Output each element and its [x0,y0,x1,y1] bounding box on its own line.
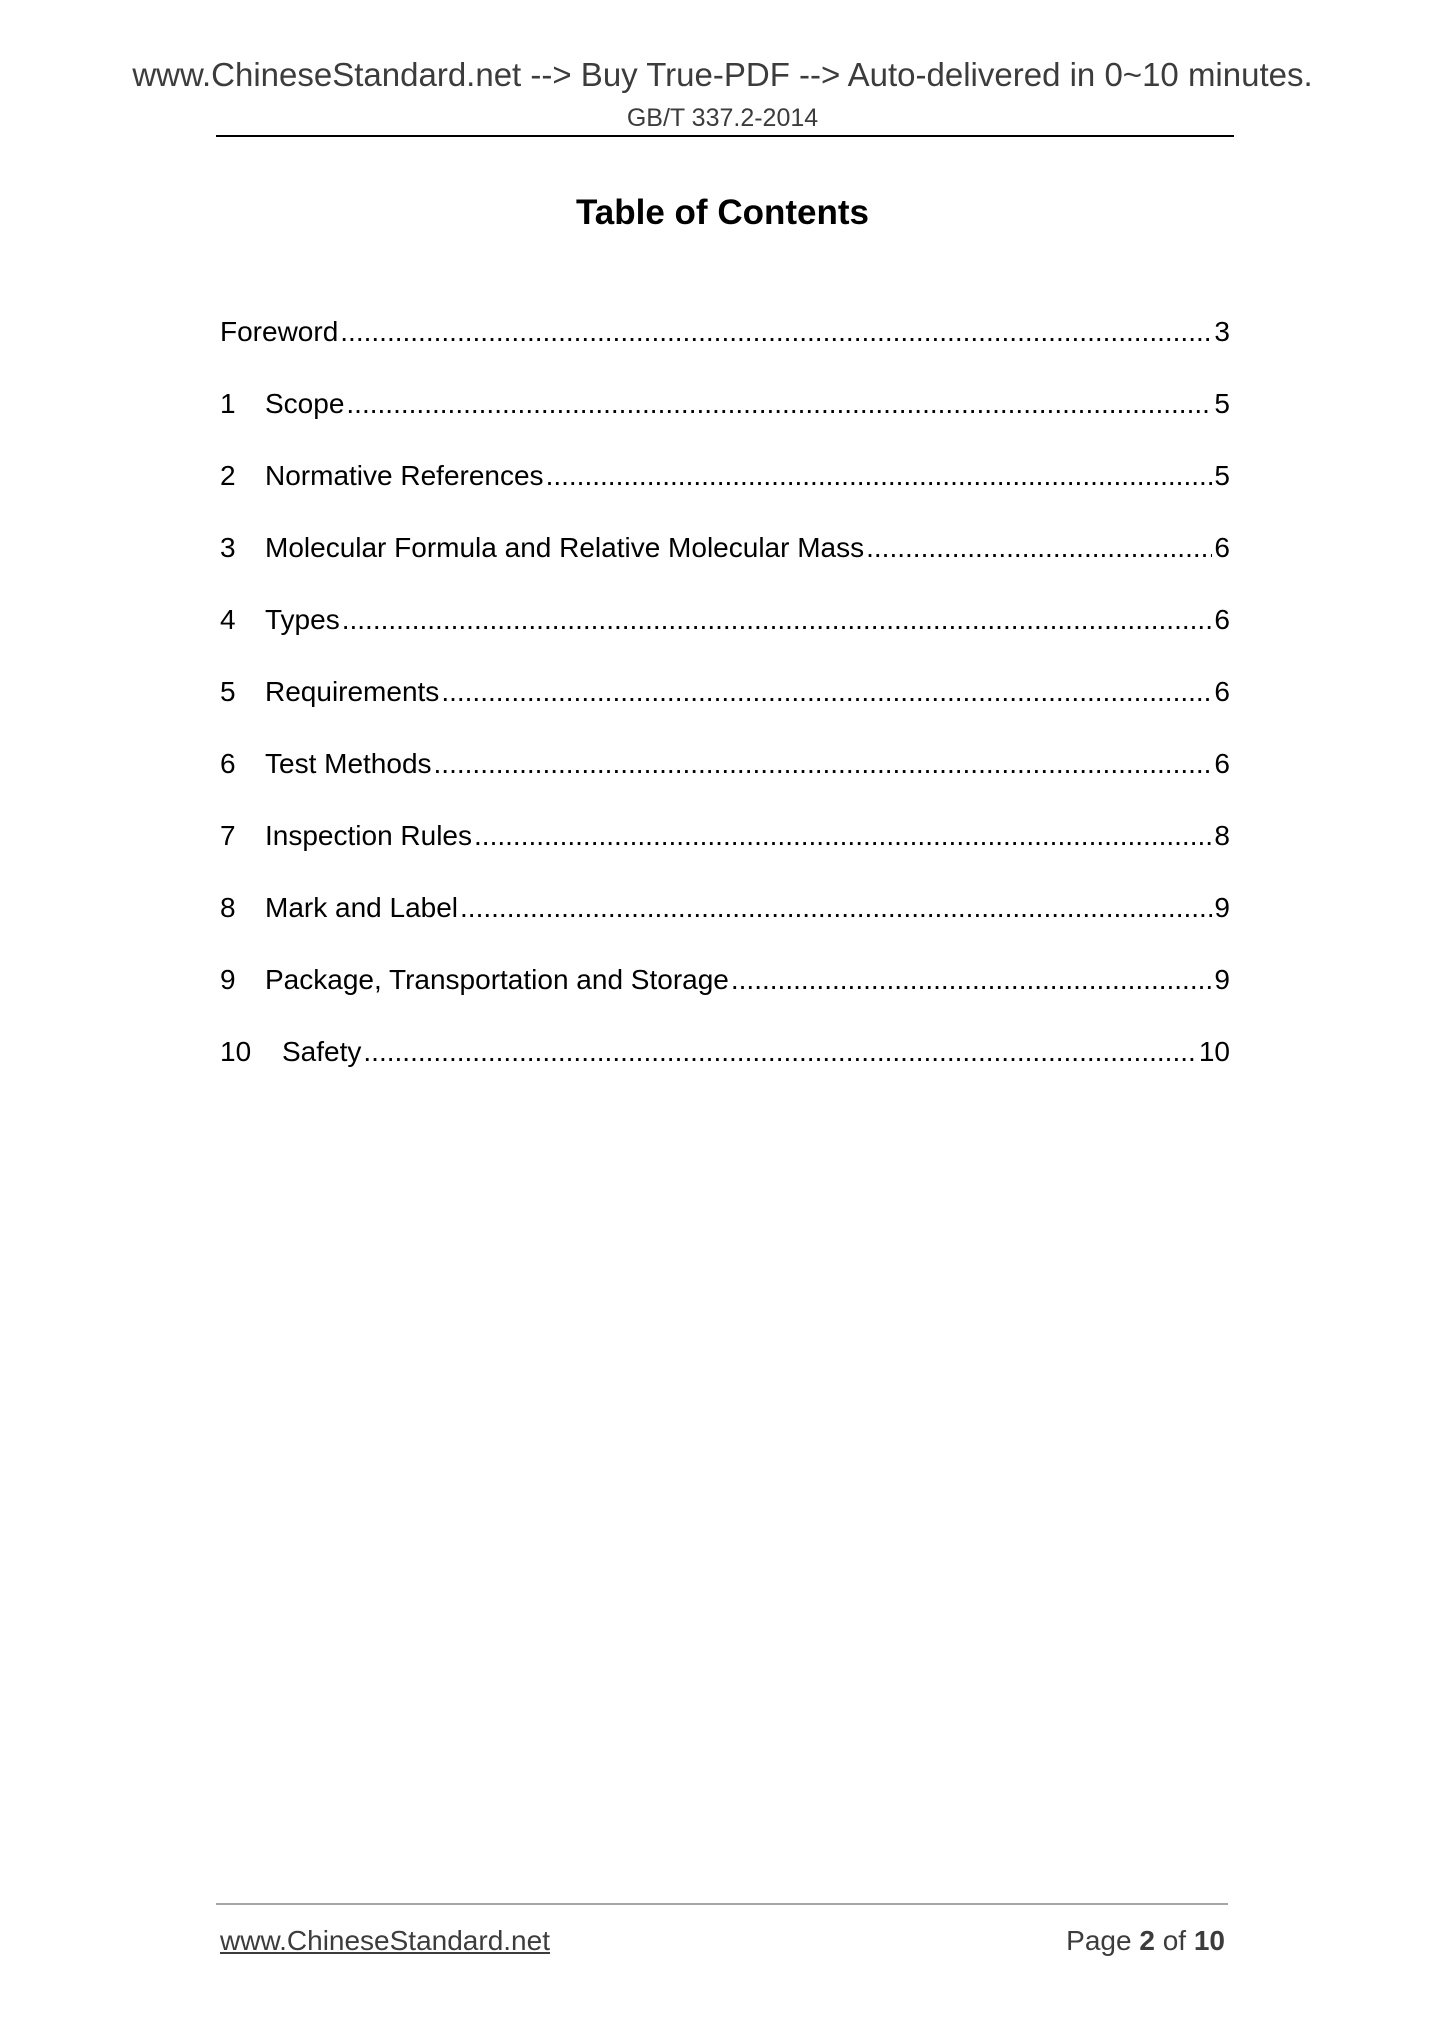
toc-entry-number: 8 [220,892,236,923]
toc-dot-leader [434,744,1213,784]
page-of-label: of [1154,1925,1194,1956]
toc-dot-leader [346,384,1212,424]
toc-entry-test-methods[interactable] [220,744,1230,816]
toc-entry-requirements[interactable] [220,672,1230,744]
toc-dot-leader [363,1032,1196,1072]
toc-dot-leader [731,960,1213,1000]
page-label: Page [1066,1925,1140,1956]
toc-entry-scope[interactable] [220,384,1230,456]
toc-dot-leader [340,312,1212,352]
toc-entry-page: 5 [1214,460,1230,491]
toc-entry-page: 5 [1214,388,1230,419]
toc-entry-page: 6 [1214,532,1230,563]
toc-dot-leader [546,456,1213,496]
toc-entry-inspection-rules[interactable] [220,816,1230,888]
header-banner: www.ChineseStandard.net --> Buy True-PDF --> Auto-delivered in 0~10 minutes. [132,56,1313,93]
footer-divider [216,1903,1228,1905]
toc-dot-leader [474,816,1212,856]
toc-entry-number: 1 [220,388,236,419]
toc-entry-label: Scope [265,388,345,419]
toc-entry-label: Types [265,604,340,635]
page-current: 2 [1139,1925,1155,1956]
toc-dot-leader [441,672,1212,712]
table-of-contents [220,312,1230,1104]
page-number [1066,1925,1225,1957]
toc-entry-page: 3 [1214,316,1230,347]
toc-entry-label: Safety [282,1036,362,1067]
toc-entry-label: Molecular Formula and Relative Molecular Mass [265,532,865,563]
toc-entry-label: Normative References [265,460,544,491]
toc-dot-leader [342,600,1213,640]
toc-entry-label: Foreword [220,316,339,347]
footer-site-link[interactable]: www.ChineseStandard.net [220,1925,550,1956]
toc-entry-normative-references[interactable] [220,456,1230,528]
toc-entry-number: 10 [220,1036,252,1067]
header-divider [216,135,1234,137]
toc-entry-page: 6 [1214,748,1230,779]
toc-entry-label: Requirements [265,676,440,707]
toc-entry-number: 7 [220,820,236,851]
toc-entry-label: Package, Transportation and Storage [265,964,729,995]
toc-entry-page: 6 [1214,604,1230,635]
toc-entry-number: 6 [220,748,236,779]
toc-entry-number: 2 [220,460,236,491]
toc-title: Table of Contents [576,193,869,232]
toc-entry-label: Inspection Rules [265,820,473,851]
toc-dot-leader [460,888,1212,928]
toc-entry-page: 10 [1198,1036,1230,1067]
toc-entry-safety[interactable] [220,1032,1230,1104]
document-code: GB/T 337.2-2014 [626,104,819,132]
toc-entry-page: 6 [1214,676,1230,707]
toc-entry-mark-and-label[interactable] [220,888,1230,960]
toc-entry-page: 8 [1214,820,1230,851]
toc-entry-number: 5 [220,676,236,707]
toc-entry-page: 9 [1214,892,1230,923]
toc-entry-label: Mark and Label [265,892,459,923]
toc-entry-number: 9 [220,964,236,995]
toc-entry-molecular-formula[interactable] [220,528,1230,600]
toc-dot-leader [866,528,1212,568]
toc-entry-page: 9 [1214,964,1230,995]
toc-entry-foreword[interactable] [220,312,1230,384]
toc-entry-number: 3 [220,532,236,563]
toc-entry-label: Test Methods [265,748,432,779]
toc-entry-package-transportation-storage[interactable] [220,960,1230,1032]
toc-entry-types[interactable] [220,600,1230,672]
toc-entry-number: 4 [220,604,236,635]
page-total: 10 [1193,1925,1225,1956]
